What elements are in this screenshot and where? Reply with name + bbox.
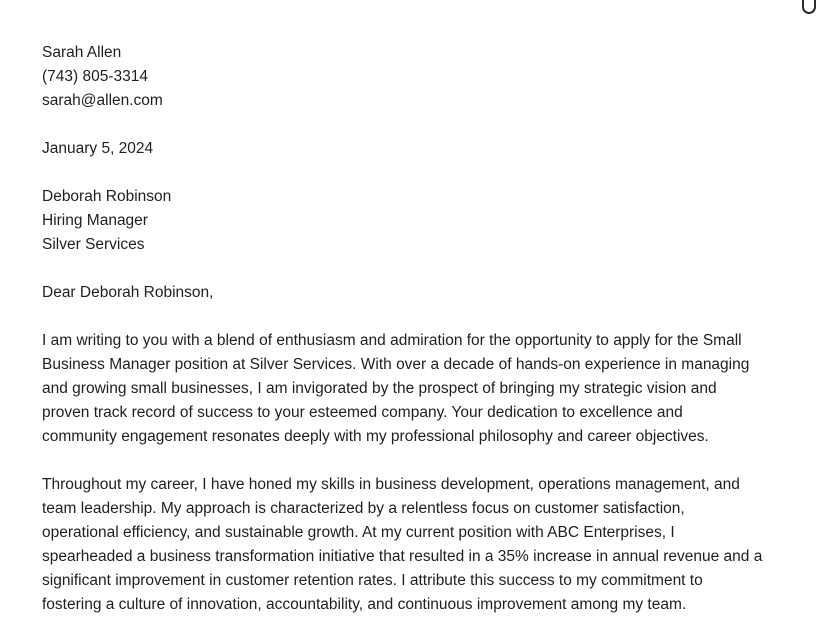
body-paragraph-2 [42,473,802,617]
paragraph-line: team leadership. My approach is characterized by a relentless focus on customer satisfaction, [42,500,685,517]
body-paragraph-1 [42,329,802,449]
paragraph-line: operational efficiency, and sustainable growth. At my current position with ABC Enterprises, I [42,524,675,541]
salutation: Dear Deborah Robinson, [42,284,214,301]
cover-letter [42,41,802,617]
letter-date: January 5, 2024 [42,140,154,157]
sender-name: Sarah Allen [42,44,122,61]
paragraph-line: Business Manager position at Silver Services. With over a decade of hands-on experience in managing [42,356,750,373]
paragraph-line: Throughout my career, I have honed my skills in business development, operations management, and [42,476,740,493]
recipient-name: Deborah Robinson [42,188,172,205]
spacer [42,113,802,137]
sender-email: sarah@allen.com [42,92,163,109]
paragraph-line: proven track record of success to your esteemed company. Your dedication to excellence and [42,404,683,421]
recipient-block [42,185,802,257]
paragraph-line: fostering a culture of innovation, accountability, and continuous improvement among my team. [42,596,687,613]
paragraph-line: I am writing to you with a blend of enthusiasm and admiration for the opportunity to apply for the Small [42,332,742,349]
scroll-indicator-icon [802,0,816,14]
paragraph-line: spearheaded a business transformation initiative that resulted in a 35% increase in annual revenue and a [42,548,763,565]
sender-block [42,41,802,113]
recipient-title: Hiring Manager [42,212,148,229]
spacer [42,161,802,185]
recipient-company: Silver Services [42,236,145,253]
spacer [42,449,802,473]
sender-phone: (743) 805-3314 [42,68,148,85]
spacer [42,257,802,281]
paragraph-line: community engagement resonates deeply with my professional philosophy and career objectives. [42,428,709,445]
paragraph-line: significant improvement in customer retention rates. I attribute this success to my commitment to [42,572,703,589]
spacer [42,305,802,329]
paragraph-line: and growing small businesses, I am invigorated by the prospect of bringing my strategic vision and [42,380,717,397]
